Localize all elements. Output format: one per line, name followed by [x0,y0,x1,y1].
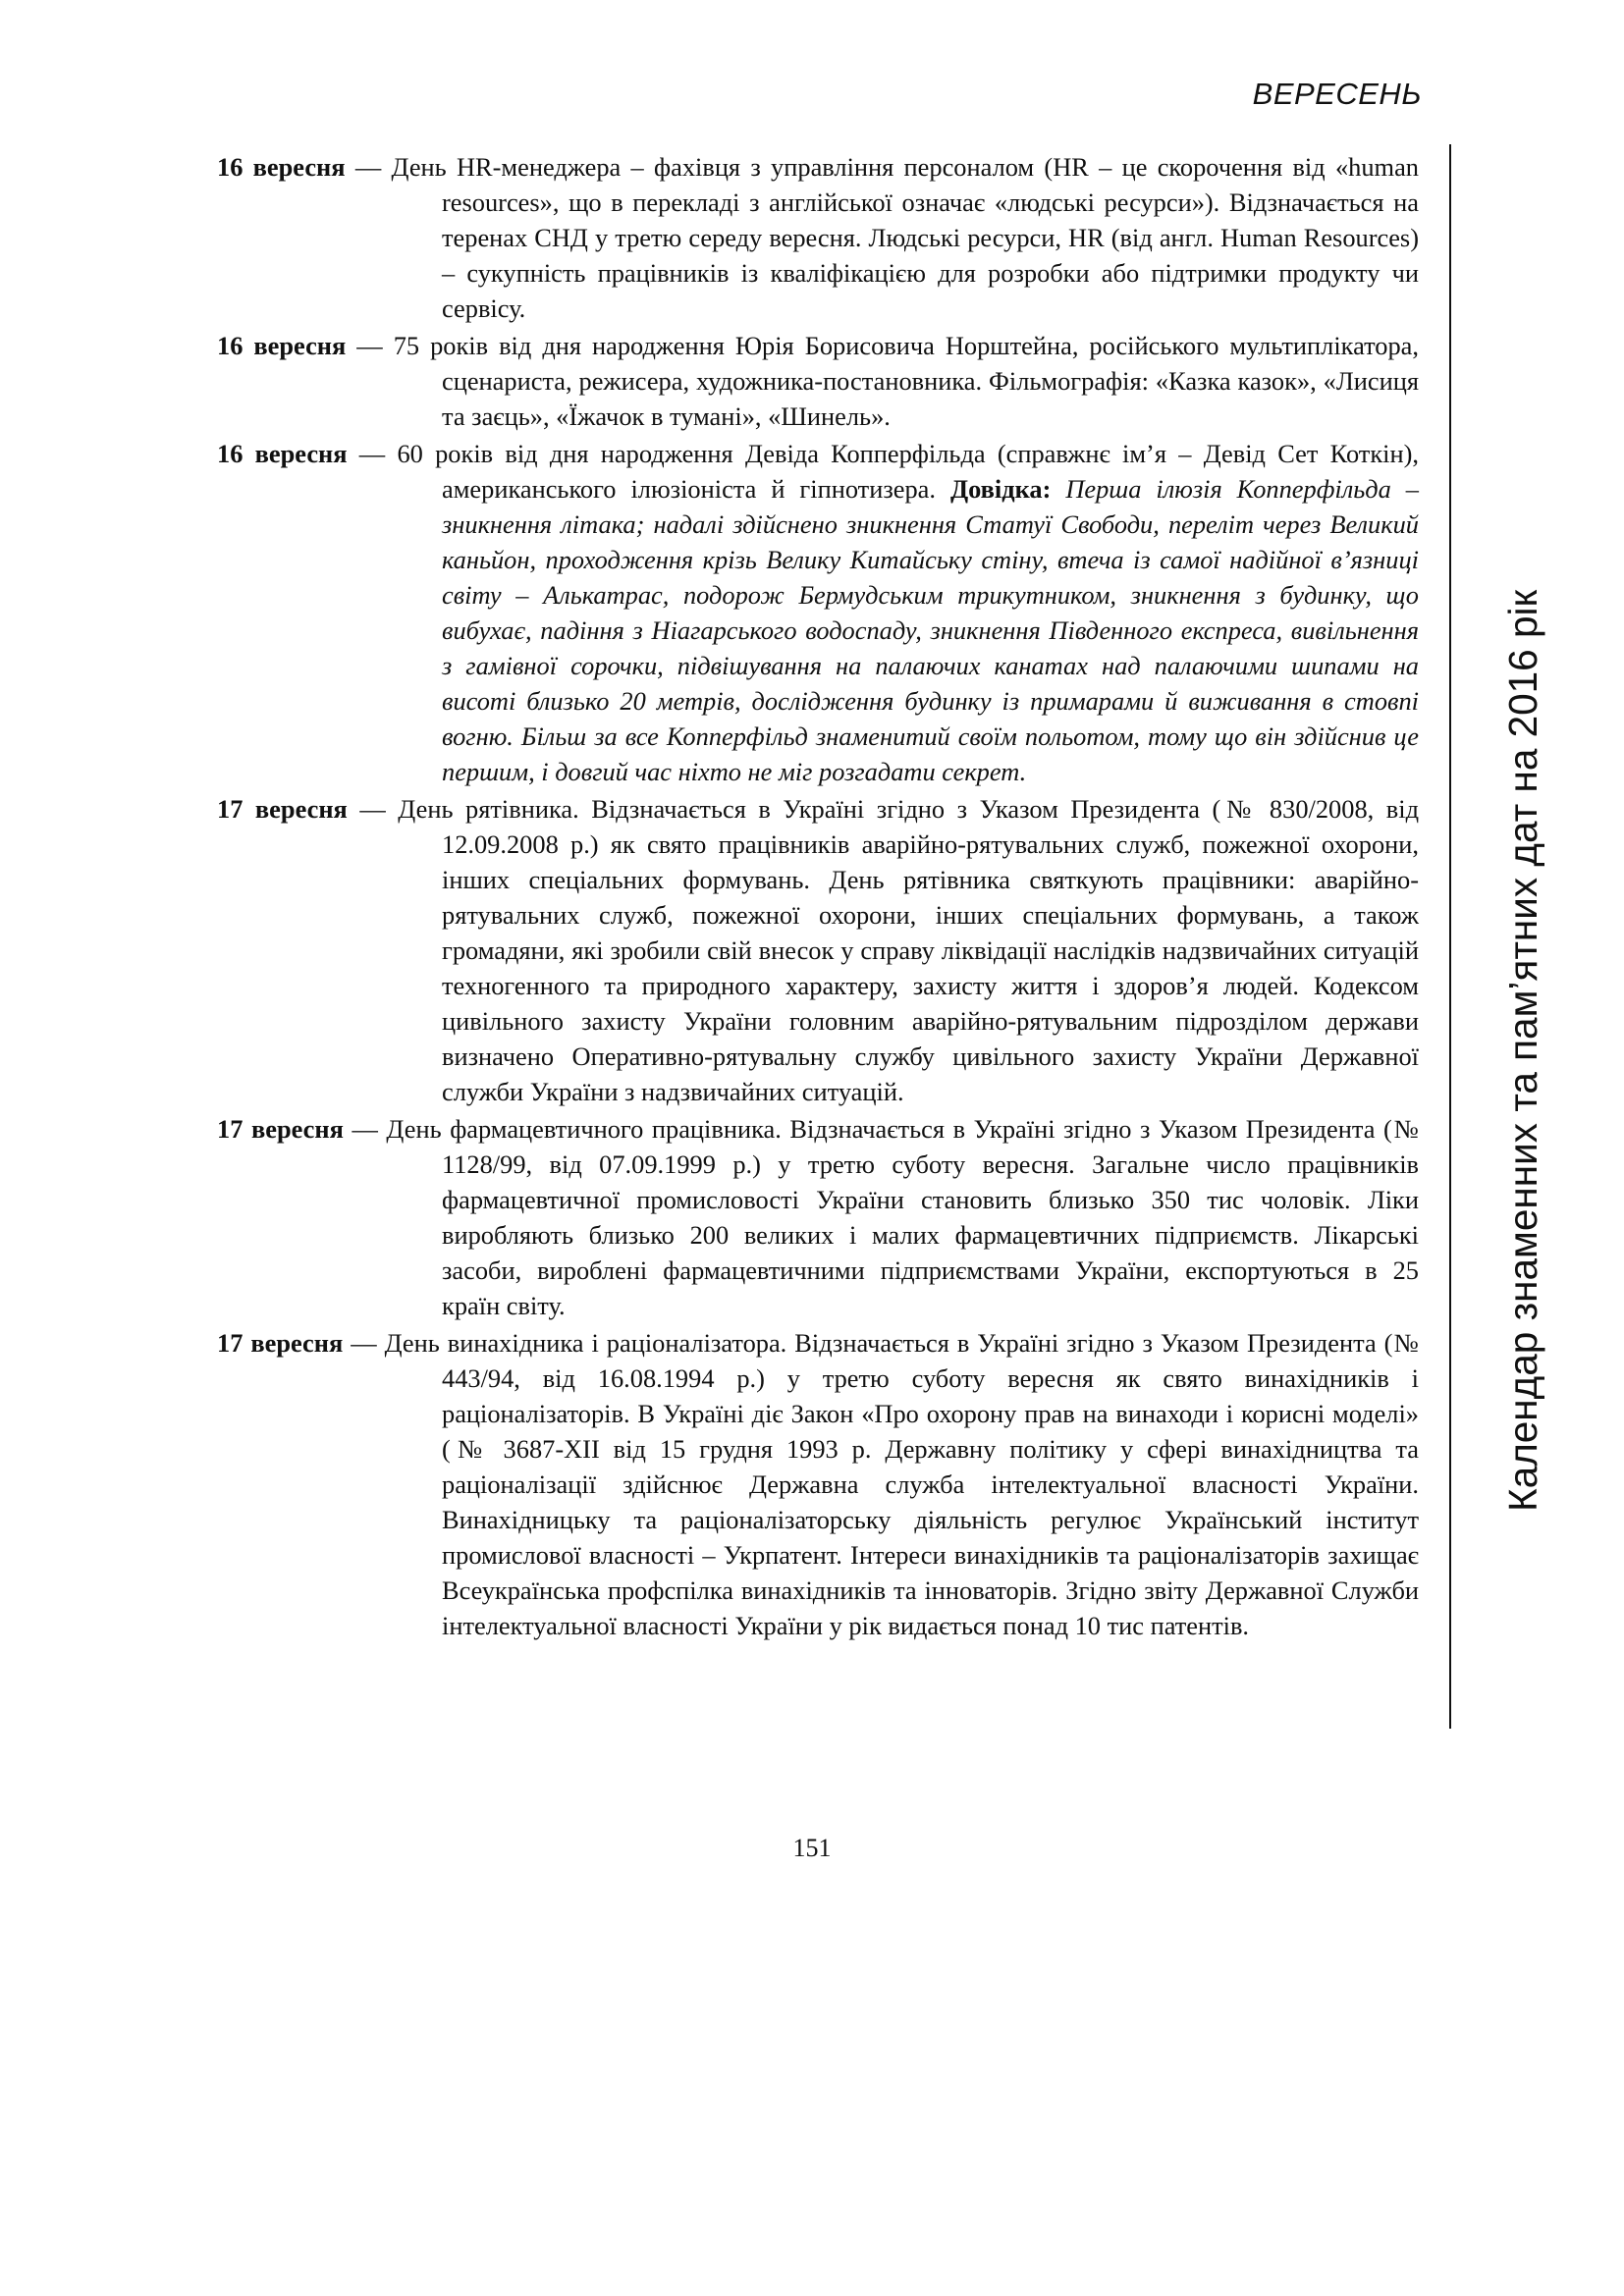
calendar-entries [217,149,1419,1645]
entry-dash: — [343,1114,387,1144]
side-title: Календар знаменних та пам’ятних дат на 2016 рік [1500,589,1545,1512]
entry-text: День рятівника. Відзначається в Україні згідно з Указом Президента (№ 830/2008, від 12.09.2008 р.) як свято працівників аварійно-рятувальних служб, пожежної охорони, інших спеціальних формувань. День рятівника святкують працівники: аварійно-рятувальних служб, пожежної охорони, інших спеціальних формувань, а також громадяни, які зробили свій внесок у справу ліквідації наслідків надзвичайних ситуацій техногенного та природного характеру, захисту життя і здоров’я людей. Кодексом цивільного захисту України головним аварійно-рятувальним підрозділом держави визначено Оперативно-рятувальну службу цивільного захисту України Державної служби України з надзвичайних ситуацій. [398,794,1419,1106]
entry-reference-label: Довідка: [949,474,1052,504]
entry-date: 16 вересня [217,439,348,468]
entry-date: 17 вересня [217,794,348,824]
entry-reference-note: Перша ілюзія Копперфільда – зникнення літака; надалі здійснено зникнення Статуї Свободи, переліт через Великий каньйон, проходження крізь Велику Китайську стіну, втеча із самої надійної в’язниці світу – Алькатрас, подорож Бермудським трикутником, зникнення з будинку, що вибухає, падіння з Ніагарського водоспаду, зникнення Південного експреса, вивільнення з гамівної сорочки, підвішування на палаючих канатах над палаючими шипами на висоті близько 20 метрів, дослідження будинку із примарами й виживання в стовпі вогню. Більш за все Копперфільд знаменитий своїм польотом, тому що він здійснив це першим, і довгий час ніхто не міг розгадати секрет. [442,474,1419,786]
entry-dash: — [347,439,398,468]
calendar-entry [217,436,1419,789]
entry-date: 16 вересня [217,331,347,360]
entry-date: 17 вересня [217,1328,344,1358]
page-number: 151 [792,1834,832,1862]
running-head-month: ВЕРЕСЕНЬ [1252,77,1422,111]
calendar-entry [217,1325,1419,1643]
calendar-entry [217,1111,1419,1323]
entry-date: 17 вересня [217,1114,344,1144]
entry-text: День винахідника і раціоналізатора. Відзначається в Україні згідно з Указом Президента (№ 443/94, від 16.08.1994 р.) у третю суботу вересня як свято винахідників і раціоналізаторів. В Україні діє Закон «Про охорону прав на винаходи і корисні моделі» (№ 3687-XII від 15 грудня 1993 р. Державну політику у сфері винахідництва та раціоналізації здійснює Державна служба інтелектуальної власності України. Винахідницьку та раціоналізаторську діяльність регулює Український інститут промислової власності – Укрпатент. Інтереси винахідників та раціоналізаторів захищає Всеукраїнська профспілка винахідників та інноваторів. Згідно звіту Державної Служби інтелектуальної власності України у рік видається понад 10 тис патентів. [384,1328,1419,1640]
entry-date: 16 вересня [217,152,346,182]
entry-dash: — [346,331,394,360]
entry-text: 75 років від дня народження Юрія Борисовича Норштейна, російського мультиплікатора, сценариста, режисера, художника-постановника. Фільмографія: «Казка казок», «Лисиця та заєць», «Їжачок в тумані», «Шинель». [393,331,1419,431]
calendar-entry [217,791,1419,1109]
entry-dash: — [347,794,399,824]
entry-dash: — [343,1328,385,1358]
calendar-entry [217,328,1419,434]
entry-text: День HR-менеджера – фахівця з управління персоналом (HR – це скорочення від «human resources», що в перекладі з англійської означає «людські ресурси»). Відзначається на теренах СНД у третю середу вересня. Людські ресурси, HR (від англ. Human Resources) – сукупність працівників із кваліфікацією для розробки або підтримки продукту чи сервісу. [391,152,1419,323]
entry-dash: — [345,152,392,182]
entry-text: 60 років від дня народження Девіда Копперфільда (справжнє ім’я – Девід Сет Коткін), американського ілюзіоніста й гіпнотизера. [397,439,1419,504]
side-rule [1449,144,1451,1729]
entry-text: День фармацевтичного працівника. Відзначається в Україні згідно з Указом Президента (№ 1128/99, від 07.09.1999 р.) у третю суботу вересня. Загальне число працівників фармацевтичної промисловості України становить близько 350 тис чоловік. Ліки виробляють близько 200 великих і малих фармацевтичних підприємств. Лікарські засоби, вироблені фармацевтичними підприємствами України, експортуються в 25 країн світу. [386,1114,1419,1320]
calendar-entry [217,149,1419,326]
